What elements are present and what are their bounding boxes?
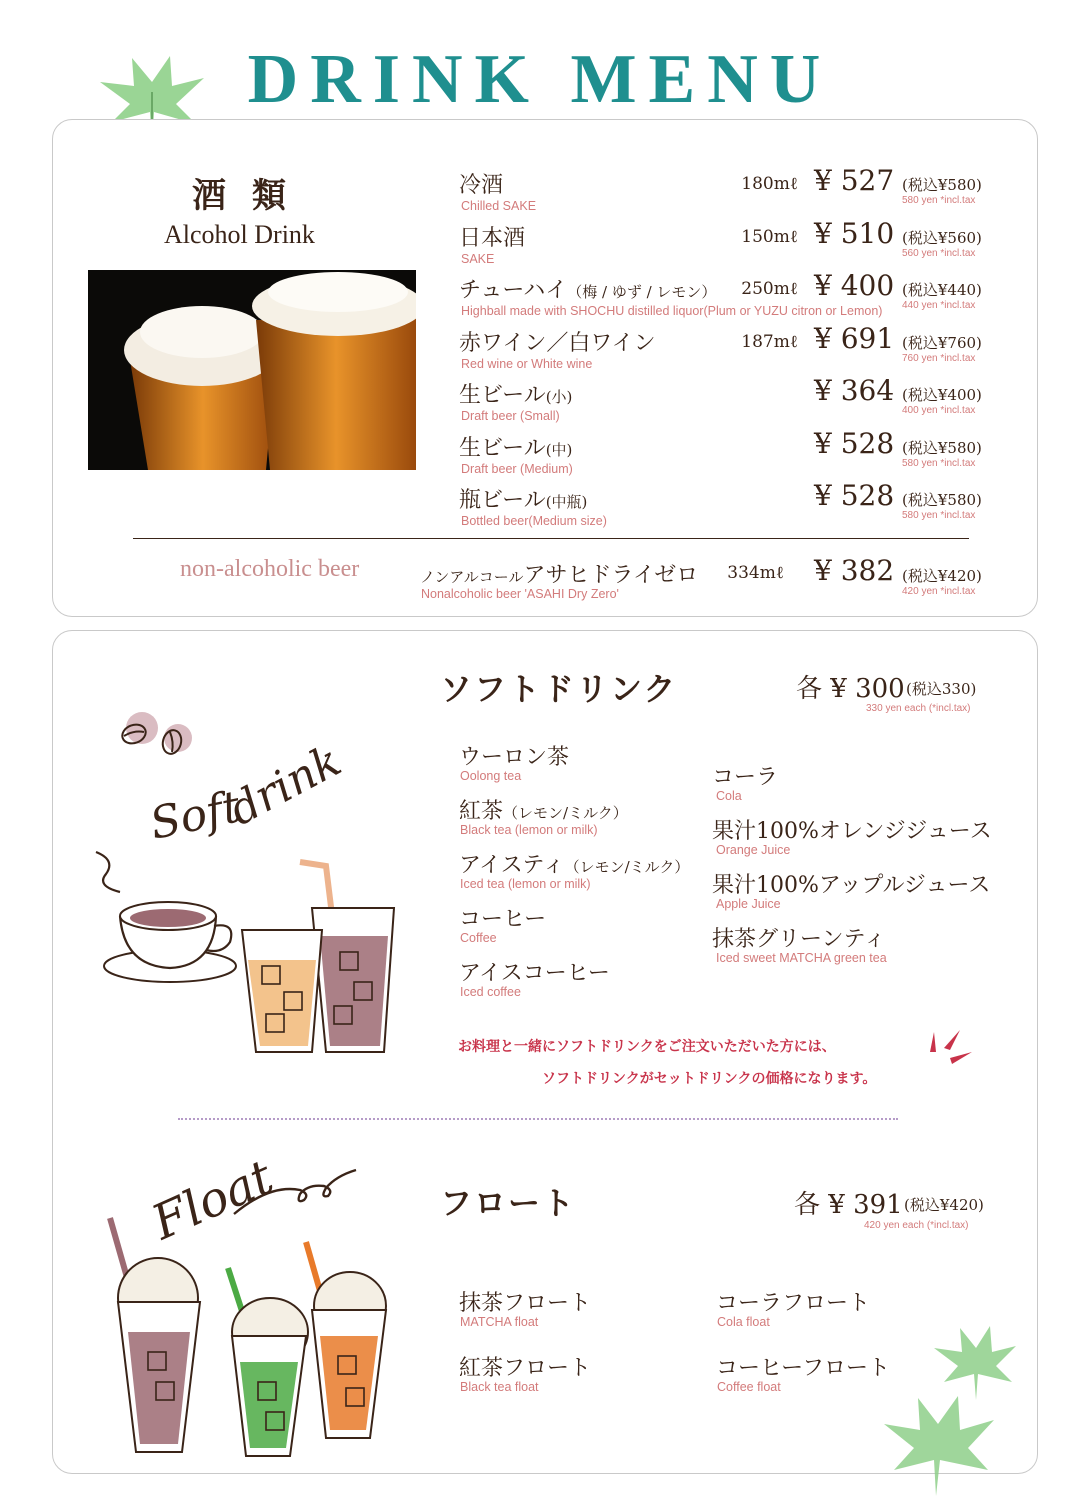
soft-script-label-2: drink	[220, 735, 350, 836]
soft-item-name-en: Iced sweet MATCHA green tea	[716, 951, 887, 965]
soft-script-label-1: Soft	[145, 781, 245, 850]
alcohol-item-name-main: 生ビール	[459, 435, 546, 461]
alcohol-item-tax: (税込¥580)	[902, 438, 982, 457]
float-script-label: Float	[144, 1148, 282, 1252]
alcohol-item-name	[459, 221, 525, 252]
alcohol-item-tax: (税込¥580)	[902, 491, 982, 509]
soft-item-name-en: Orange Juice	[716, 843, 791, 857]
soft-item-name-main: ウーロン茶	[459, 745, 570, 770]
alcohol-item-tax: (税込¥580)	[902, 176, 982, 194]
soft-item-name-note: （レモン/ミルク）	[503, 804, 628, 822]
alcohol-item-price: ¥ 691	[814, 321, 895, 355]
soft-item-name-en: Apple Juice	[716, 897, 781, 911]
alcohol-item-price: ¥ 364	[814, 374, 895, 407]
float-each-price: 各 ¥ 391	[794, 1190, 903, 1220]
alcohol-item-name-en: Draft beer (Medium)	[461, 461, 573, 476]
alcohol-item-name-en: SAKE	[461, 251, 495, 266]
soft-item-name	[459, 902, 546, 933]
page-title: DRINK MENU	[247, 41, 833, 118]
alcohol-item-tax: (税込¥560)	[902, 228, 982, 247]
alcohol-item-tax-en: 580 yen *incl.tax	[902, 510, 976, 521]
float-item-name: コーヒーフロート	[716, 1356, 891, 1381]
soft-item-name	[459, 740, 569, 771]
alcohol-item-name-main: 赤ワイン／白ワイン	[459, 330, 656, 356]
nonalc-tax: (税込¥420)	[902, 567, 982, 585]
alcohol-item-volume: 180mℓ	[741, 174, 798, 194]
soft-item-name-main: アイスティ	[459, 853, 565, 878]
float-item-name-en: Black tea float	[460, 1380, 539, 1394]
soft-each-price: 各 ¥ 300	[796, 674, 905, 704]
section-divider	[178, 1118, 898, 1120]
soft-tax: (税込330)	[906, 680, 977, 698]
soft-item-name-en: Iced coffee	[460, 985, 521, 999]
soft-note-line1: お料理と一緒にソフトドリンクをご注文いただいた方には、	[458, 1039, 836, 1055]
soft-item-name-main: コーヒー	[459, 907, 547, 932]
soft-item-name	[459, 794, 628, 825]
soft-item-name-en: Coffee	[460, 931, 497, 945]
float-item-name-en: Cola float	[717, 1315, 770, 1329]
nonalc-name-prefix: ノンアルコール	[420, 568, 524, 586]
soft-item-name: 果汁100%オレンジジュース	[712, 819, 992, 844]
soft-item-name-en: Iced tea (lemon or milk)	[460, 877, 591, 891]
beer-glasses-photo	[88, 270, 416, 470]
alcohol-item-name-note: (中瓶)	[545, 493, 588, 511]
maple-leaf-icon	[880, 1320, 1020, 1500]
float-glasses-icon	[100, 1212, 390, 1462]
soft-item-name: 抹茶グリーンティ	[712, 927, 886, 952]
alcohol-item-name	[459, 431, 572, 462]
nonalc-price: ¥ 382	[814, 554, 895, 587]
alcohol-item-price: ¥ 510	[814, 216, 895, 250]
soft-note-line2: ソフトドリンクがセットドリンクの価格になります。	[542, 1071, 877, 1087]
alcohol-item-price: ¥ 528	[814, 426, 895, 460]
alcohol-item-price: ¥ 527	[814, 164, 895, 197]
soft-title: ソフトドリンク	[440, 670, 678, 708]
alcohol-item-name-en: Bottled beer(Medium size)	[461, 514, 607, 528]
alcohol-item-name-en: Draft beer (Small)	[461, 409, 560, 423]
nonalc-name-en: Nonalcoholic beer 'ASAHI Dry Zero'	[421, 587, 619, 601]
nonalc-name	[420, 558, 698, 589]
soft-item-name: コーラ	[712, 765, 779, 790]
float-item-name-en: MATCHA float	[460, 1315, 539, 1329]
alcohol-item-tax-en: 580 yen *incl.tax	[902, 195, 976, 206]
alcohol-item-price: ¥ 528	[814, 479, 895, 512]
float-swirl-icon	[230, 1160, 360, 1220]
alcohol-item-price: ¥ 400	[814, 269, 895, 302]
alcohol-item-name-en: Chilled SAKE	[461, 199, 537, 213]
alcohol-item-tax-en: 760 yen *incl.tax	[902, 352, 976, 364]
nonalc-tax-en: 420 yen *incl.tax	[902, 586, 976, 597]
alcohol-item-name	[459, 168, 503, 199]
float-item-name: 紅茶フロート	[459, 1356, 592, 1381]
soft-item-name: 果汁100%アップルジュース	[712, 873, 991, 898]
alcohol-item-name-note: (中)	[545, 440, 573, 459]
alcohol-heading-en: Alcohol Drink	[164, 220, 315, 249]
soft-item-name-main: 紅茶	[459, 799, 504, 824]
nonalc-name-main: アサヒドライゼロ	[523, 563, 699, 588]
soft-item-name-main: アイスコーヒー	[459, 961, 610, 986]
float-title: フロート	[440, 1184, 577, 1222]
soft-item-name-en: Oolong tea	[460, 769, 522, 783]
attention-spark-icon	[924, 1028, 974, 1068]
alcohol-item-name-main: 生ビール	[459, 383, 546, 408]
iced-drinks-icon	[236, 856, 406, 1056]
alcohol-heading-ja: 酒類	[192, 176, 312, 216]
nonalc-label: non-alcoholic beer	[180, 556, 360, 582]
alcohol-item-volume: 187mℓ	[741, 331, 798, 352]
alcohol-item-tax-en: 400 yen *incl.tax	[902, 405, 976, 416]
soft-tax-en: 330 yen each (*incl.tax)	[866, 703, 971, 714]
alcohol-item-tax-en: 580 yen *incl.tax	[902, 457, 976, 469]
nonalc-volume: 334mℓ	[727, 563, 784, 583]
alcohol-item-name-main: 日本酒	[459, 225, 526, 251]
alcohol-item-tax: (税込¥760)	[902, 333, 982, 352]
alcohol-item-tax: (税込¥400)	[902, 386, 982, 404]
float-tax-en: 420 yen each (*incl.tax)	[864, 1220, 969, 1231]
alcohol-item-name-note: (小)	[545, 388, 573, 406]
alcohol-item-name-note: （梅 / ゆず / レモン）	[567, 283, 717, 301]
alcohol-item-name-en: Red wine or White wine	[461, 356, 593, 371]
float-item-name-en: Coffee float	[717, 1380, 781, 1394]
alcohol-item-volume: 250mℓ	[741, 279, 798, 299]
alcohol-item-name	[459, 378, 572, 409]
soft-item-name-en: Cola	[716, 789, 742, 803]
coffee-beans-icon	[108, 708, 198, 758]
soft-item-name-note: （レモン/ミルク）	[564, 858, 690, 876]
alcohol-item-tax-en: 560 yen *incl.tax	[902, 247, 976, 259]
alcohol-item-name-main: 瓶ビール	[459, 488, 546, 513]
float-tax: (税込¥420)	[904, 1196, 984, 1214]
alcohol-item-name	[459, 483, 587, 514]
alcohol-item-name-en: Highball made with SHOCHU distilled liquor(Plum or YUZU citron or Lemon)	[461, 304, 883, 318]
alcohol-item-name	[459, 273, 716, 304]
alcohol-item-name-main: チューハイ	[459, 278, 568, 303]
coffee-cup-icon	[90, 846, 240, 1006]
float-item-name: 抹茶フロート	[459, 1291, 592, 1316]
float-item-name: コーラフロート	[716, 1291, 871, 1316]
alcohol-item-name	[459, 326, 656, 357]
alcohol-divider	[133, 538, 969, 539]
soft-item-name-en: Black tea (lemon or milk)	[460, 823, 598, 837]
alcohol-item-name-main: 冷酒	[459, 173, 504, 198]
alcohol-item-volume: 150mℓ	[741, 226, 798, 247]
soft-item-name	[459, 848, 689, 879]
alcohol-item-tax-en: 440 yen *incl.tax	[902, 300, 976, 311]
soft-item-name	[459, 956, 610, 987]
alcohol-item-tax: (税込¥440)	[902, 281, 982, 299]
